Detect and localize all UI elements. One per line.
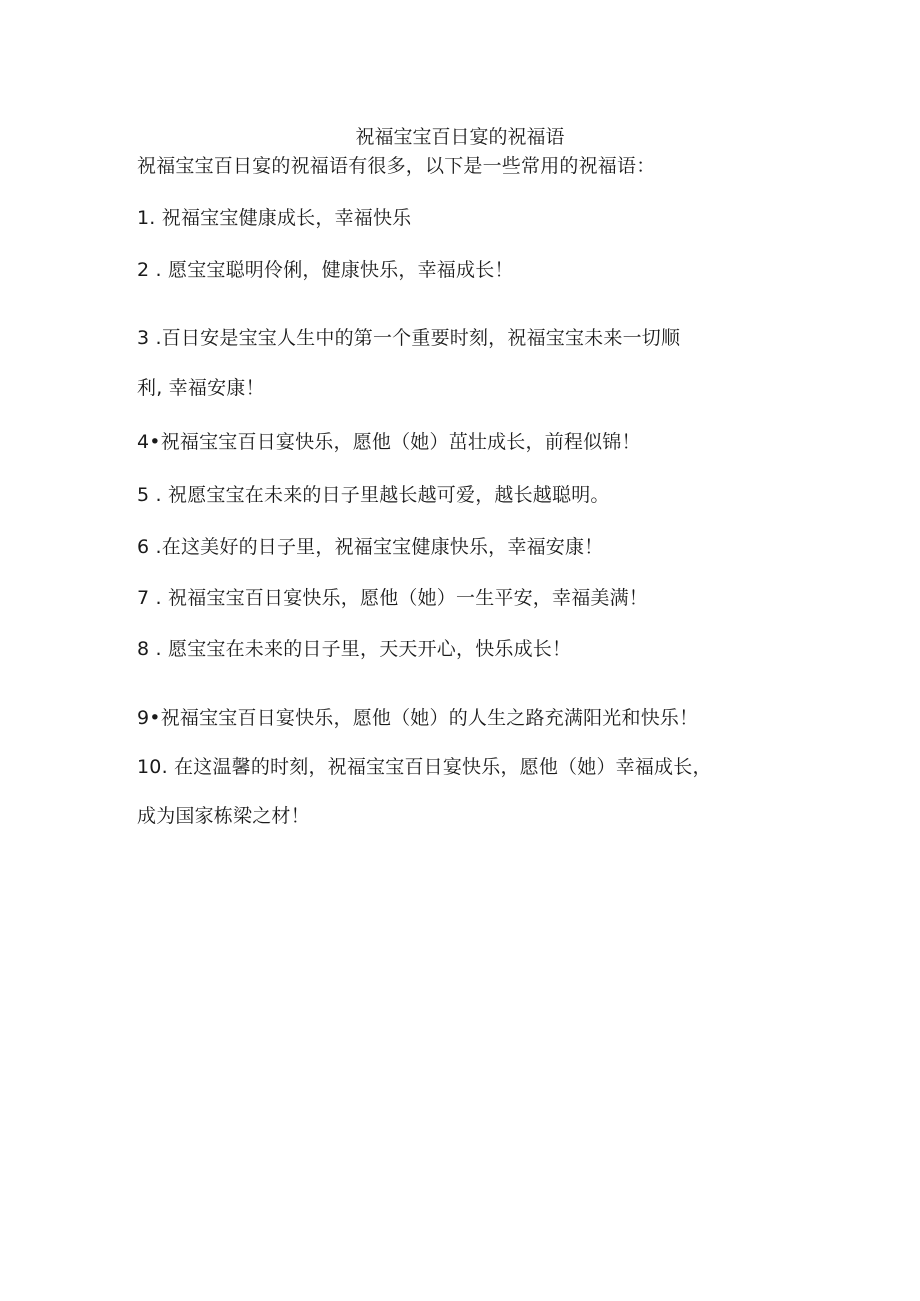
list-item-4: 4•祝福宝宝百日宴快乐，愿他（她）茁壮成长，前程似锦！ <box>137 431 641 453</box>
list-item-9: 9•祝福宝宝百日宴快乐，愿他（她）的人生之路充满阳光和快乐！ <box>137 707 699 729</box>
list-item-7: 7 . 祝福宝宝百日宴快乐，愿他（她）一生平安，幸福美满！ <box>137 587 649 609</box>
intro-paragraph: 祝福宝宝百日宴的祝福语有很多，以下是一些常用的祝福语： <box>137 155 656 177</box>
list-item-10: 10. 在这温馨的时刻，祝福宝宝百日宴快乐，愿他（她）幸福成长， <box>137 756 712 778</box>
list-item-10-continuation: 成为国家栋梁之材！ <box>137 805 310 827</box>
list-item-8: 8 . 愿宝宝在未来的日子里，天天开心，快乐成长！ <box>137 638 572 660</box>
list-item-5: 5 . 祝愿宝宝在未来的日子里越长越可爱，越长越聪明。 <box>137 484 610 506</box>
list-item-6: 6 .在这美好的日子里，祝福宝宝健康快乐，幸福安康！ <box>137 536 604 558</box>
list-item-2: 2 . 愿宝宝聪明伶俐，健康快乐，幸福成长！ <box>137 259 514 281</box>
list-item-3: 3 .百日安是宝宝人生中的第一个重要时刻，祝福宝宝未来一切顺 <box>137 327 681 349</box>
document-title: 祝福宝宝百日宴的祝福语 <box>355 126 565 148</box>
list-item-3-continuation: 利, 幸福安康！ <box>137 377 265 399</box>
list-item-1: 1. 祝福宝宝健康成长，幸福快乐 <box>137 207 412 229</box>
